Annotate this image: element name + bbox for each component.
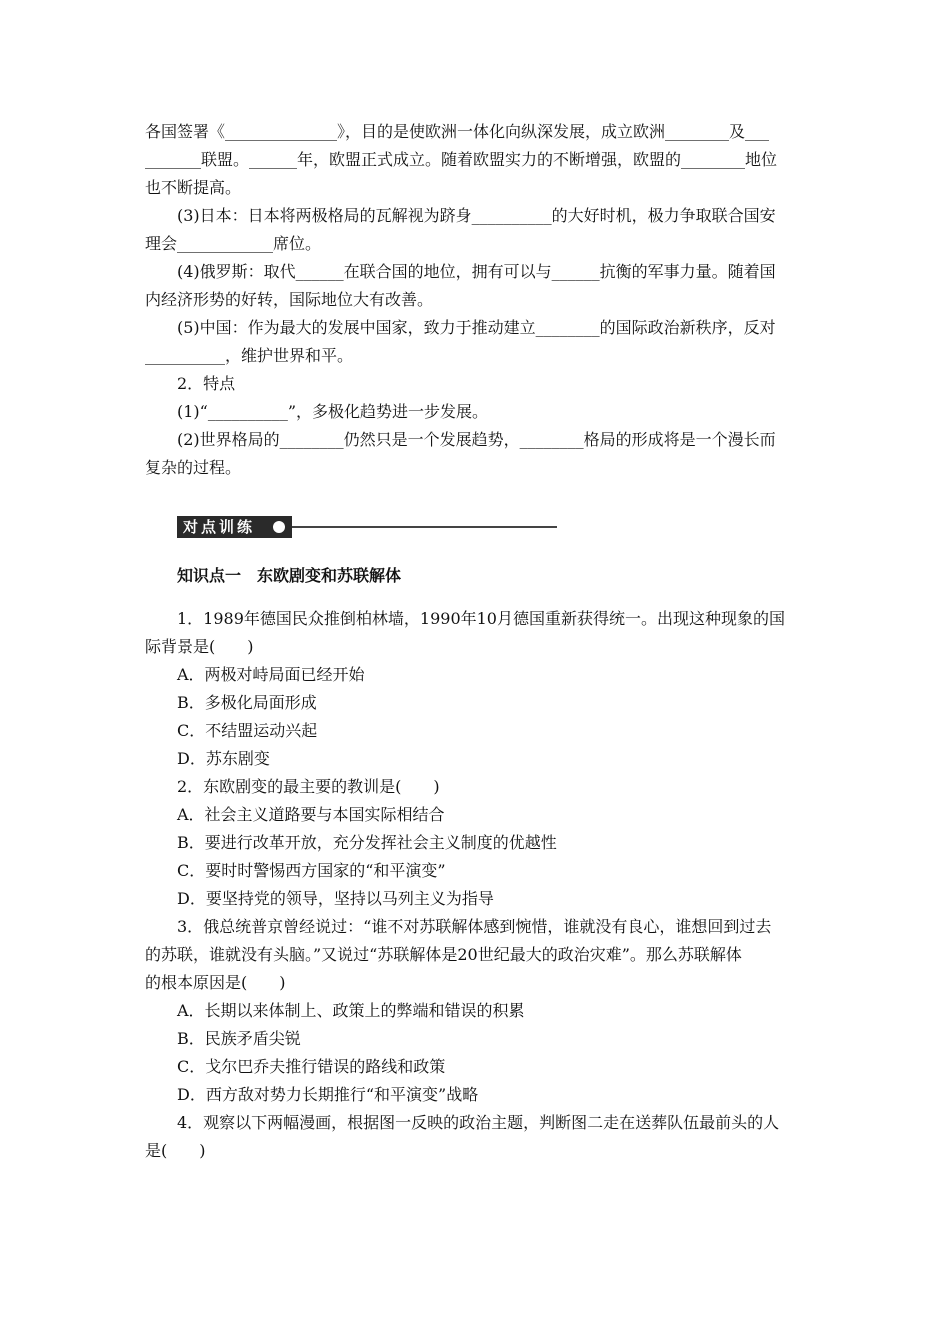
bullet-dot-icon bbox=[273, 521, 285, 533]
answer-option: D．西方敌对势力长期推行“和平演变”战略 bbox=[177, 1085, 479, 1104]
answer-option: B．要进行改革开放，充分发挥社会主义制度的优越性 bbox=[177, 833, 557, 852]
text-line: _______联盟。______年，欧盟正式成立。随着欧盟实力的不断增强，欧盟的________地位 bbox=[145, 150, 778, 169]
question-line: 的苏联，谁就没有头脑。”又说过“苏联解体是20世纪最大的政治灾难”。那么苏联解体 bbox=[145, 945, 742, 964]
text-line: (1)“__________”，多极化趋势进一步发展。 bbox=[177, 402, 489, 421]
answer-option: A．两极对峙局面已经开始 bbox=[177, 665, 365, 684]
knowledge-point-title: 知识点一 东欧剧变和苏联解体 bbox=[177, 566, 402, 585]
text-line: (5)中国：作为最大的发展中国家，致力于推动建立________的国际政治新秩序，反对 bbox=[177, 318, 776, 337]
answer-option: A．社会主义道路要与本国实际相结合 bbox=[177, 805, 445, 824]
answer-option: B．多极化局面形成 bbox=[177, 693, 317, 712]
text-line: 也不断提高。 bbox=[145, 178, 242, 197]
question-line: 际背景是( ) bbox=[145, 637, 254, 656]
question-line: 3．俄总统普京曾经说过：“谁不对苏联解体感到惋惜，谁就没有良心，谁想回到过去 bbox=[177, 917, 772, 936]
text-line: (4)俄罗斯：取代______在联合国的地位，拥有可以与______抗衡的军事力量。随着国 bbox=[177, 262, 776, 281]
question-line: 的根本原因是( ) bbox=[145, 973, 286, 992]
answer-option: C．戈尔巴乔夫推行错误的路线和政策 bbox=[177, 1057, 446, 1076]
answer-option: D．要坚持党的领导，坚持以马列主义为指导 bbox=[177, 889, 494, 908]
text-line: __________，维护世界和平。 bbox=[145, 346, 354, 365]
header-rule bbox=[292, 526, 557, 528]
text-line: 复杂的过程。 bbox=[145, 458, 242, 477]
answer-option: C．不结盟运动兴起 bbox=[177, 721, 318, 740]
text-line: (3)日本：日本将两极格局的瓦解视为跻身__________的大好时机，极力争取联合国安 bbox=[177, 206, 776, 225]
question-line: 1．1989年德国民众推倒柏林墙，1990年10月德国重新获得统一。出现这种现象的国 bbox=[177, 609, 785, 628]
question-line: 4．观察以下两幅漫画，根据图一反映的政治主题，判断图二走在送葬队伍最前头的人 bbox=[177, 1113, 780, 1132]
answer-option: A．长期以来体制上、政策上的弊端和错误的积累 bbox=[177, 1001, 525, 1020]
text-line: (2)世界格局的________仍然只是一个发展趋势，________格局的形成将是一个漫长而 bbox=[177, 430, 776, 449]
question-line: 是( ) bbox=[145, 1141, 206, 1160]
answer-option: C．要时时警惕西方国家的“和平演变” bbox=[177, 861, 446, 880]
text-line: 理会____________席位。 bbox=[145, 234, 322, 253]
question-line: 2．东欧剧变的最主要的教训是( ) bbox=[177, 777, 440, 796]
section-header-label: 对点训练 bbox=[177, 516, 292, 538]
text-line: 内经济形势的好转，国际地位大有改善。 bbox=[145, 290, 434, 309]
answer-option: D．苏东剧变 bbox=[177, 749, 270, 768]
answer-option: B．民族矛盾尖锐 bbox=[177, 1029, 301, 1048]
text-line: 各国签署《______________》，目的是使欧洲一体化向纵深发展，成立欧洲________及___ bbox=[145, 122, 770, 141]
text-line: 2．特点 bbox=[177, 374, 236, 393]
